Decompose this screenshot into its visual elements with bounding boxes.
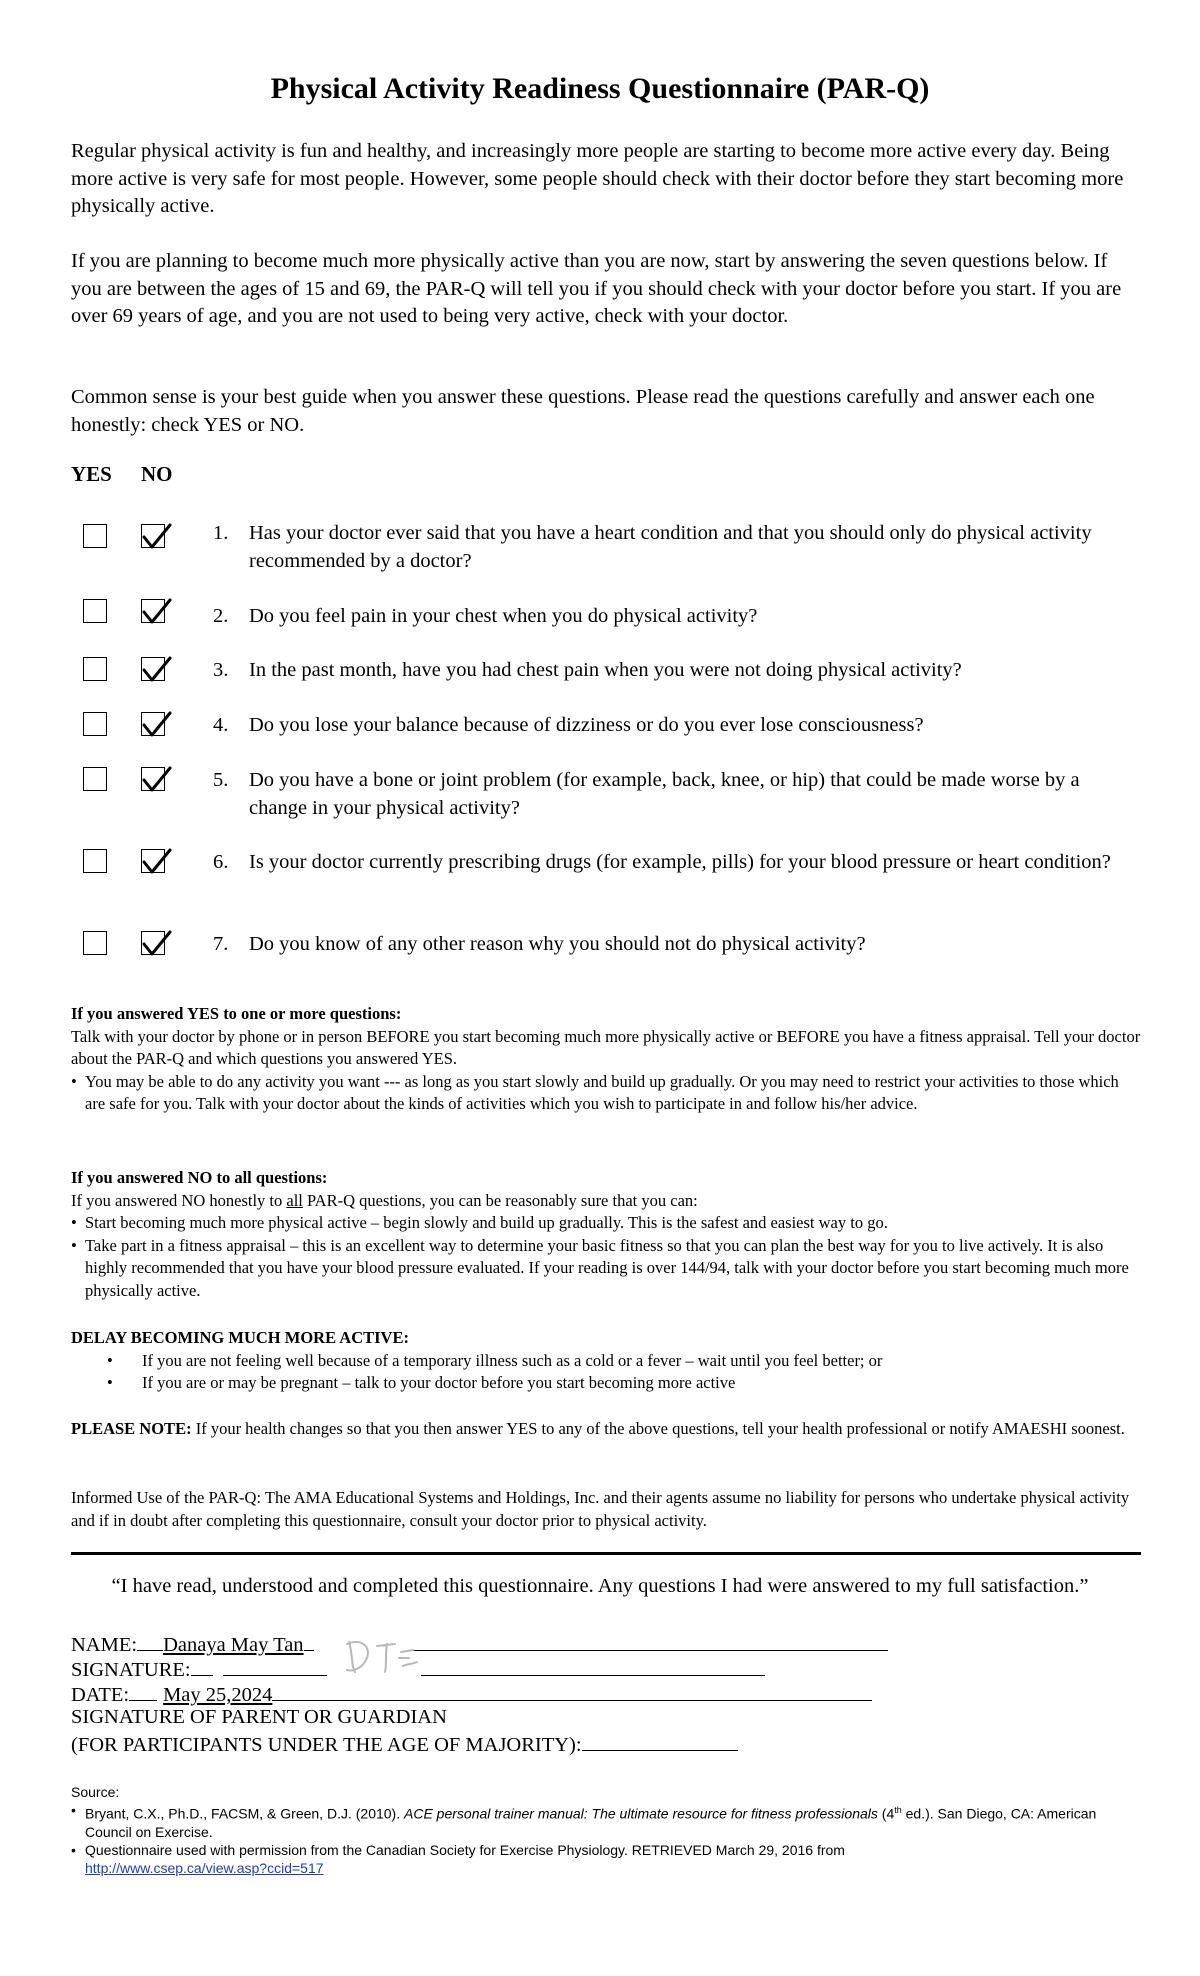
checkmark-icon	[140, 926, 176, 962]
no-section-body: If you answered NO honestly to all PAR-Q questions, you can be reasonably sure that you can:	[71, 1190, 698, 1210]
no-checkbox[interactable]	[141, 767, 165, 791]
checkmark-icon	[140, 844, 176, 880]
intro-paragraph-2: If you are planning to become much more physically active than you are now, start by answering the seven questions below. If you are between the ages of 15 and 69, the PAR-Q will tell you if you should check with your doctor before you start. If you are over 69 years of age, and you are not used to being very active, check with your doctor.	[71, 250, 1122, 327]
bullet-icon: •	[107, 1373, 113, 1392]
yes-column-header: YES	[71, 462, 112, 486]
date-label: DATE:	[71, 1684, 130, 1706]
bullet-text: Start becoming much more physical active – begin slowly and build up gradually. This is the safest and easiest way to go.	[85, 1213, 888, 1232]
no-checkbox[interactable]	[141, 931, 165, 955]
checkmark-icon	[140, 652, 176, 688]
bullet-text: If you are not feeling well because of a temporary illness such as a cold or a fever – wait until you feel better; or	[142, 1350, 883, 1370]
no-checkbox[interactable]	[141, 849, 165, 873]
source-section	[71, 1783, 1141, 1877]
delay-bullet	[71, 1350, 1141, 1373]
source-label: Source:	[71, 1784, 120, 1800]
signature-scribble	[343, 1632, 433, 1680]
guardian-line-1: SIGNATURE OF PARENT OR GUARDIAN	[71, 1706, 447, 1728]
bullet-icon: •	[71, 1213, 77, 1232]
no-section-heading: If you answered NO to all questions:	[71, 1168, 328, 1187]
question-number: 5.	[213, 769, 229, 791]
yes-checkbox[interactable]	[83, 849, 107, 873]
yes-checkbox[interactable]	[83, 657, 107, 681]
date-value[interactable]: May 25,2024	[163, 1684, 273, 1706]
source-reference: • Bryant, C.X., Ph.D., FACSM, & Green, D.J. (2010). ACE personal trainer manual: The ultimate resource for fitness professionals (4th ed.). San Diego, CA: American Council on Exercise.	[71, 1802, 1097, 1840]
guardian-label: (FOR PARTICIPANTS UNDER THE AGE OF MAJORITY):	[71, 1734, 582, 1756]
question-text: Do you know of any other reason why you should not do physical activity?	[249, 933, 866, 955]
source-reference: • Questionnaire used with permission from the Canadian Society for Exercise Physiology. RETRIEVED March 29, 2016 from http://www.csep.ca/view.asp?ccid=517	[71, 1841, 845, 1876]
yes-section-heading: If you answered YES to one or more questions:	[71, 1004, 402, 1023]
source-link[interactable]: http://www.csep.ca/view.asp?ccid=517	[85, 1859, 324, 1876]
bullet-icon: •	[71, 1841, 76, 1858]
no-checkbox[interactable]	[141, 524, 165, 548]
question-number: 1.	[213, 522, 229, 544]
please-note	[71, 1418, 1141, 1441]
question-text: Do you feel pain in your chest when you do physical activity?	[249, 605, 758, 627]
date-line	[71, 1680, 872, 1708]
yes-section	[71, 1003, 1141, 1116]
no-section-bullet	[71, 1235, 1141, 1303]
yes-checkbox[interactable]	[83, 599, 107, 623]
question-number: 7.	[213, 933, 229, 955]
bullet-icon: •	[107, 1350, 113, 1370]
no-checkbox[interactable]	[141, 712, 165, 736]
question-text: In the past month, have you had chest pain when you were not doing physical activity?	[249, 659, 962, 681]
name-label: NAME:	[71, 1634, 138, 1656]
guardian-signature-field[interactable]	[582, 1730, 738, 1751]
please-note-text: If your health changes so that you then answer YES to any of the above questions, tell your health professional or notify AMAESHI soonest.	[191, 1419, 1125, 1438]
yes-checkbox[interactable]	[83, 524, 107, 548]
signature-text: DT	[373, 1655, 392, 1670]
bullet-text: Take part in a fitness appraisal – this is an excellent way to determine your basic fitness so that you can plan the best way for you to live actively. It is also highly recommended that you have your blood pressure evaluated. If your reading is over 144/94, talk with your doctor before you start becoming much more physically active.	[85, 1235, 1129, 1300]
question-text: Has your doctor ever said that you have a heart condition and that you should only do physical activity recommended by a doctor?	[249, 522, 1092, 572]
name-line	[71, 1630, 888, 1658]
no-checkbox[interactable]	[141, 657, 165, 681]
question-text: Do you have a bone or joint problem (for example, back, knee, or hip) that could be made worse by a change in your physical activity?	[249, 769, 1080, 819]
delay-section	[71, 1327, 1141, 1395]
page-title: Physical Activity Readiness Questionnaire (PAR-Q)	[270, 72, 930, 105]
yes-section-bullet	[71, 1071, 1141, 1116]
delay-section-heading: DELAY BECOMING MUCH MORE ACTIVE:	[71, 1328, 409, 1347]
yes-checkbox[interactable]	[83, 712, 107, 736]
yes-section-body: Talk with your doctor by phone or in person BEFORE you start becoming much more physically active or BEFORE you have a fitness appraisal. Tell your doctor about the PAR-Q and which questions you answered YES.	[71, 1026, 1141, 1068]
checkmark-icon	[140, 707, 176, 743]
guardian-line-2	[71, 1730, 738, 1758]
question-number: 4.	[213, 714, 229, 736]
bullet-icon: •	[71, 1235, 77, 1255]
intro-paragraph-1: Regular physical activity is fun and healthy, and increasingly more people are starting to become more active every day. Being more active is very safe for most people. However, some people should check with their doctor before they start becoming more physically active.	[71, 140, 1124, 217]
no-section	[71, 1167, 1141, 1302]
checkmark-icon	[140, 762, 176, 798]
please-note-label: PLEASE NOTE:	[71, 1419, 192, 1438]
question-text: Is your doctor currently prescribing drugs (for example, pills) for your blood pressure or heart condition?	[249, 851, 1111, 873]
delay-bullet	[71, 1372, 1141, 1395]
bullet-icon: •	[71, 1802, 76, 1818]
signature-label: SIGNATURE:	[71, 1659, 191, 1681]
bullet-icon: •	[71, 1071, 77, 1091]
yes-checkbox[interactable]	[83, 931, 107, 955]
informed-use: Informed Use of the PAR-Q: The AMA Educational Systems and Holdings, Inc. and their agents assume no liability for persons who undertake physical activity and if in doubt after completing this questionnaire, consult your doctor prior to physical activity.	[71, 1488, 1130, 1530]
yes-checkbox[interactable]	[83, 767, 107, 791]
question-number: 3.	[213, 659, 229, 681]
name-value[interactable]: Danaya May Tan	[163, 1634, 304, 1656]
intro-paragraph-3: Common sense is your best guide when you answer these questions. Please read the questions carefully and answer each one honestly: check YES or NO.	[71, 386, 1095, 436]
no-checkbox[interactable]	[141, 599, 165, 623]
bullet-text: You may be able to do any activity you want --- as long as you start slowly and build up gradually. Or you may need to restrict your activities to those which are safe for you. Talk with your doctor about the kinds of activities which you wish to participate in and follow his/her advice.	[85, 1071, 1119, 1113]
attestation-statement: “I have read, understood and completed this questionnaire. Any questions I had were answered to my full satisfaction.”	[111, 1575, 1089, 1597]
divider	[71, 1552, 1141, 1555]
checkmark-icon	[140, 519, 176, 555]
checkmark-icon	[140, 594, 176, 630]
question-number: 2.	[213, 605, 229, 627]
no-column-header: NO	[141, 462, 173, 486]
question-number: 6.	[213, 851, 229, 873]
no-section-bullet	[71, 1212, 1141, 1235]
question-text: Do you lose your balance because of dizziness or do you ever lose consciousness?	[249, 714, 924, 736]
bullet-text: If you are or may be pregnant – talk to your doctor before you start becoming more active	[142, 1373, 736, 1392]
